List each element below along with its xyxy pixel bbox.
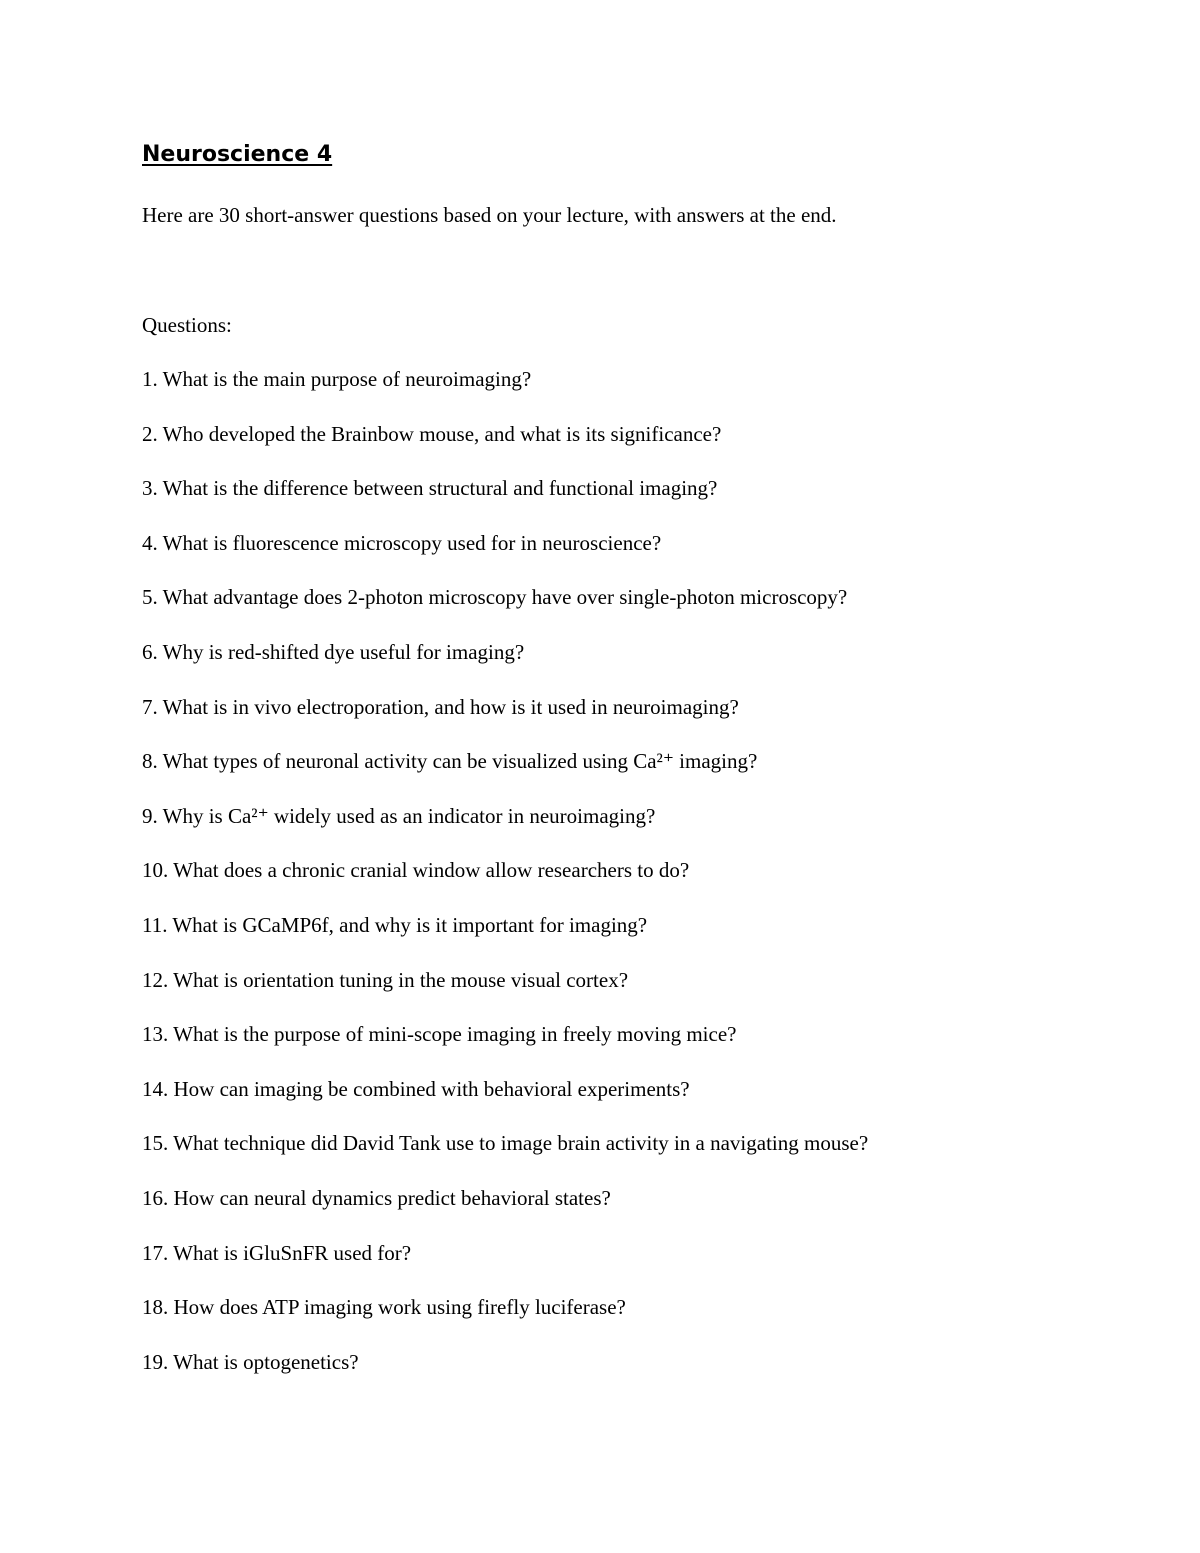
question-item: 13. What is the purpose of mini-scope imaging in freely moving mice? bbox=[142, 1022, 737, 1047]
question-item: 1. What is the main purpose of neuroimaging? bbox=[142, 367, 532, 391]
question-item: 16. How can neural dynamics predict behavioral states? bbox=[142, 1185, 611, 1210]
question-item: 8. What types of neuronal activity can be visualized using Ca²⁺ imaging? bbox=[142, 749, 758, 774]
question-item: 19. What is optogenetics? bbox=[142, 1349, 359, 1374]
question-item: 4. What is fluorescence microscopy used for in neuroscience? bbox=[142, 530, 662, 555]
question-item: 6. Why is red-shifted dye useful for imaging? bbox=[142, 639, 525, 664]
question-item: 11. What is GCaMP6f, and why is it important for imaging? bbox=[142, 912, 648, 937]
question-item: 18. How does ATP imaging work using firefly luciferase? bbox=[142, 1295, 626, 1320]
question-item: 12. What is orientation tuning in the mouse visual cortex? bbox=[142, 967, 629, 992]
question-item: 9. Why is Ca²⁺ widely used as an indicator in neuroimaging? bbox=[142, 803, 656, 828]
question-item: 5. What advantage does 2-photon microscopy have over single-photon microscopy? bbox=[142, 585, 848, 610]
question-item: 14. How can imaging be combined with behavioral experiments? bbox=[142, 1076, 690, 1101]
question-item: 15. What technique did David Tank use to image brain activity in a navigating mouse? bbox=[142, 1131, 869, 1156]
question-item: 2. Who developed the Brainbow mouse, and what is its significance? bbox=[142, 421, 722, 446]
question-list bbox=[142, 366, 868, 1403]
question-item: 7. What is in vivo electroporation, and how is it used in neuroimaging? bbox=[142, 694, 739, 719]
question-item: 3. What is the difference between structural and functional imaging? bbox=[142, 476, 718, 501]
intro-text: Here are 30 short-answer questions based on your lecture, with answers at the end. bbox=[142, 203, 837, 227]
questions-heading: Questions: bbox=[142, 313, 232, 337]
question-item: 10. What does a chronic cranial window allow researchers to do? bbox=[142, 858, 690, 883]
document-title: Neuroscience 4 bbox=[142, 142, 333, 167]
question-item: 17. What is iGluSnFR used for? bbox=[142, 1240, 412, 1265]
